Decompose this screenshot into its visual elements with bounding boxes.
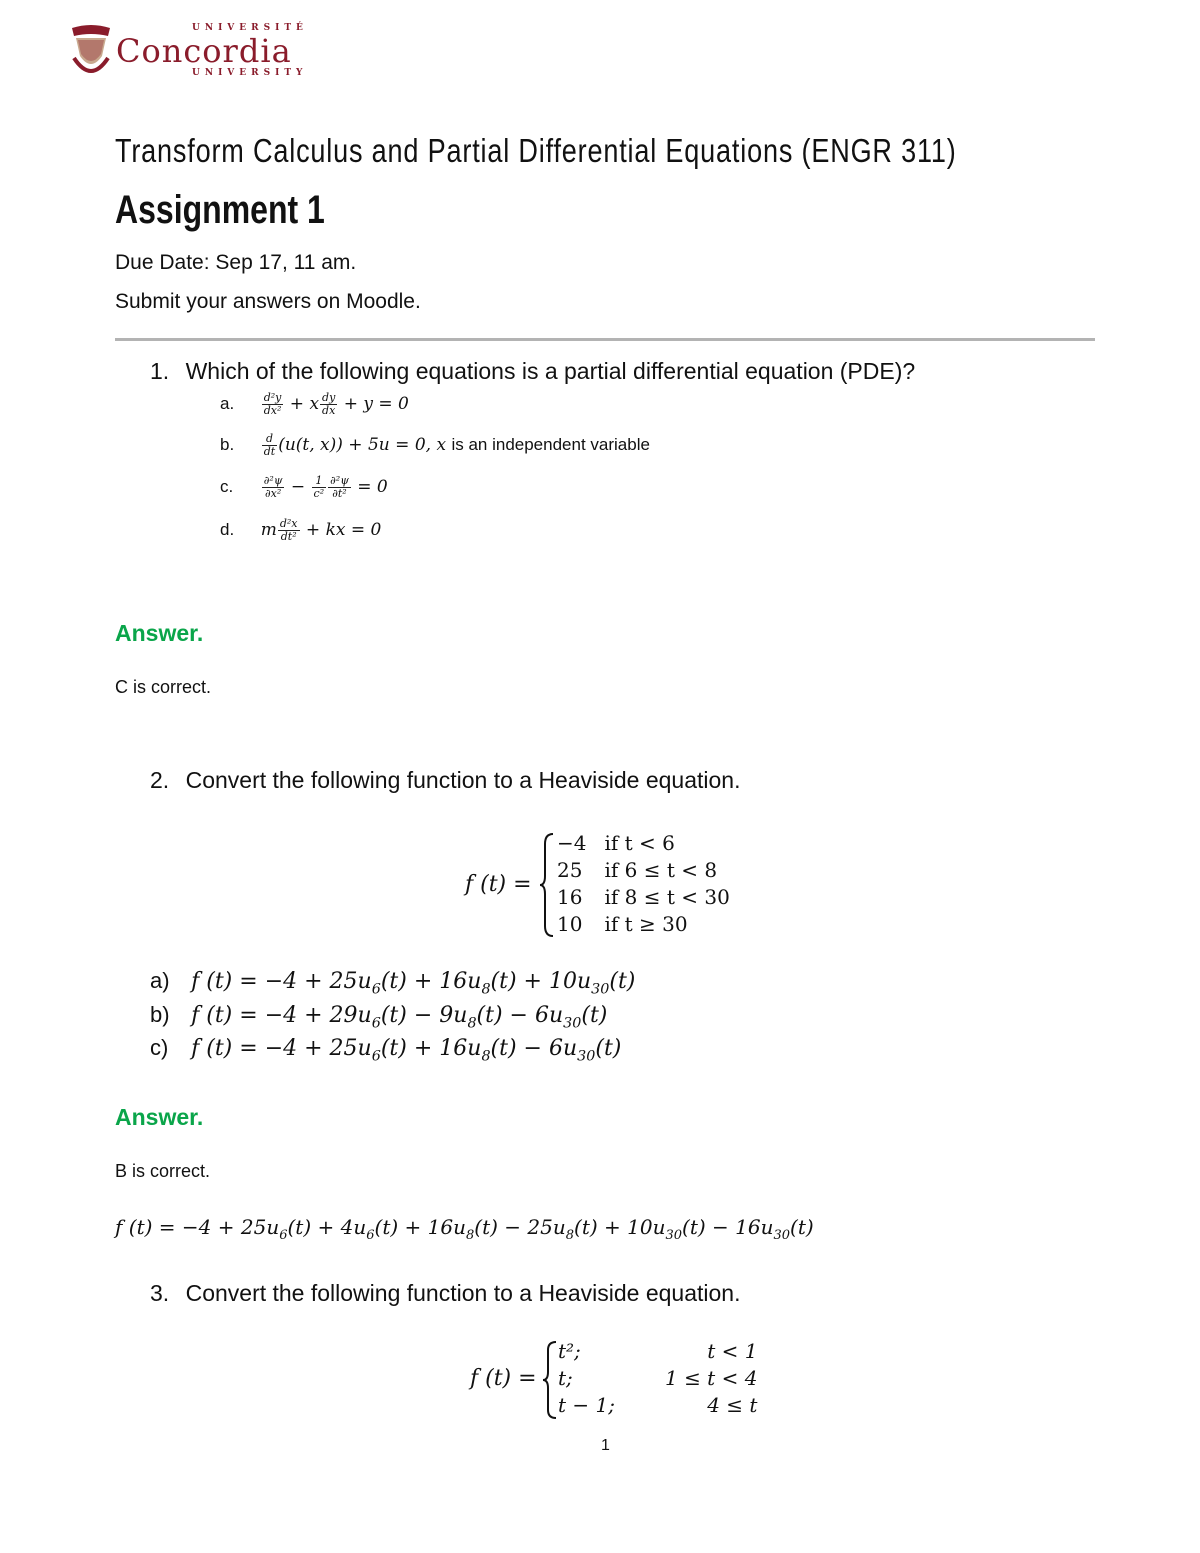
question-text: Convert the following function to a Heaviside equation. <box>185 1280 741 1306</box>
course-title: Transform Calculus and Partial Differential Equations (ENGR 311) <box>115 132 957 169</box>
assignment-title: Assignment 1 <box>115 188 325 232</box>
question-number: 3. <box>150 1280 170 1306</box>
equation-b: $\frac{d}{dt}$ (u(t, x)) + 5u = 0, x <box>263 432 452 458</box>
answer-label-1: Answer. <box>115 620 204 646</box>
q1-option-a: a. $\frac{\text{d²y}}{\text{dx²}}$ + x $\frac{dy}{dx}$ + y = 0 <box>220 391 409 417</box>
university-logo <box>70 20 310 82</box>
case-row: 10 if t ≥ 30 <box>557 912 688 936</box>
concordia-shield-icon <box>70 22 112 80</box>
answer-text-2: B is correct. <box>115 1161 211 1181</box>
answer-label-2: Answer. <box>115 1104 204 1130</box>
case-row: 16 if 8 ≤ t < 30 <box>557 885 730 909</box>
page-number: 1 <box>601 1437 610 1454</box>
case-row: t²; t < 1 <box>558 1339 758 1363</box>
q2-piecewise-function: f (t) = −4 if t < 6 25 if 6 ≤ t < 8 16 if 8 ≤ t < 30 10 if t ≥ 30 <box>465 830 785 942</box>
logo-name: Concordia <box>116 32 292 70</box>
equation-a: $\frac{\text{d²y}}{\text{dx²}}$ + x $\frac{dy}{dx}$ + y = 0 <box>263 391 409 417</box>
q3-cases-table <box>558 1338 775 1419</box>
case-row: t; 1 ≤ t < 4 <box>558 1366 758 1390</box>
question-text: Which of the following equations is a partial differential equation (PDE)? <box>185 358 916 384</box>
answer-text-1: C is correct. <box>115 677 212 697</box>
question-3 <box>150 1280 740 1307</box>
left-brace-icon <box>542 1340 558 1420</box>
q2-option-a: a) f $(t) = -4 + 25u_6(t) + 16u_8(t) + 10u_{30}(t)$ <box>150 968 636 998</box>
q2-option-c: c) f $(t) = -4 + 25u_6(t) + 16u_8(t) - 6u_{30}(t)$ <box>150 1035 622 1065</box>
question-number: 1. <box>150 358 170 384</box>
q2-cases-table <box>557 830 748 938</box>
question-text: Convert the following function to a Heaviside equation. <box>185 767 741 793</box>
q1-option-c: c. $\frac{\text{∂²ψ}}{\text{∂x²}}$ − $\frac{1}{\text{c²}}$ $\frac{\text{∂²ψ}}{\text{∂t²}}$ = 0 <box>220 474 388 500</box>
case-row: t − 1; 4 ≤ t <box>558 1393 758 1417</box>
left-brace-icon <box>539 832 555 938</box>
due-date: Due Date: Sep 17, 11 am. <box>115 251 357 274</box>
logo-top-text: UNIVERSITÉ <box>192 23 308 33</box>
equation-c: $\frac{\text{∂²ψ}}{\text{∂x²}}$ − $\frac{1}{\text{c²}}$ $\frac{\text{∂²ψ}}{\text{∂t²}}$ = 0 <box>263 474 388 500</box>
q2-option-b: b) f $(t) = -4 + 29u_6(t) - 9u_8(t) - 6u_{30}(t)$ <box>150 1002 608 1032</box>
equation-d: m $\frac{\text{d²x}}{\text{dt²}}$ + kx = 0 <box>260 517 382 543</box>
q1-option-b: b. $\frac{d}{dt}$ (u(t, x)) + 5u = 0, x is an independent variable <box>220 432 650 458</box>
q3-piecewise-function: f (t) = t²; t < 1 t; 1 ≤ t < 4 t − 1; 4 ≤ t <box>470 1338 770 1424</box>
question-number: 2. <box>150 767 170 793</box>
q2-solution-equation: f $(t) = -4 + 25u_6(t) + 4u_6(t) + 16u_8(t) - 25u_8(t) + 10u_{30}(t) - 16u_{30}(t)$ <box>115 1215 814 1243</box>
section-divider <box>115 338 1095 341</box>
q1-option-d: d. m $\frac{\text{d²x}}{\text{dt²}}$ + kx = 0 <box>220 517 382 543</box>
question-2 <box>150 767 740 794</box>
case-row: −4 if t < 6 <box>557 831 675 855</box>
logo-bottom-text: UNIVERSITY <box>192 68 308 78</box>
submit-note: Submit your answers on Moodle. <box>115 290 421 313</box>
question-1 <box>150 358 915 385</box>
case-row: 25 if 6 ≤ t < 8 <box>557 858 718 882</box>
